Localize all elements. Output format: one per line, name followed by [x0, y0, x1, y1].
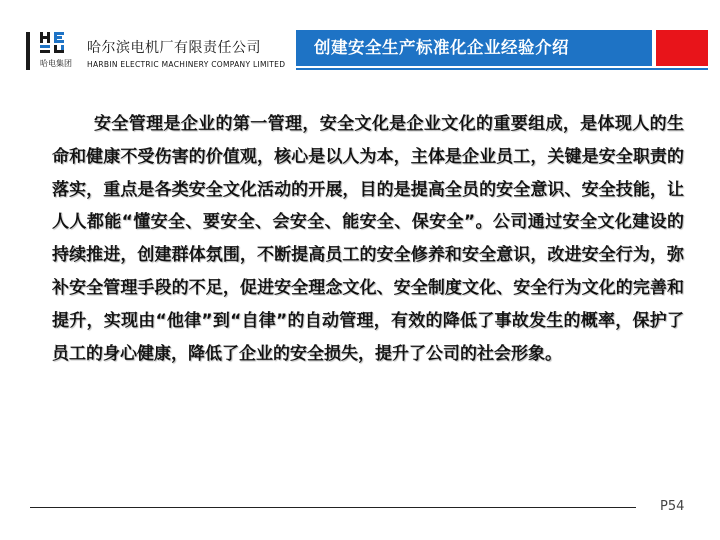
slide-header [0, 0, 720, 80]
company-name-chinese: 哈尔滨电机厂有限责任公司 [87, 40, 261, 56]
body-paragraph: 安全管理是企业的第一管理，安全文化是企业文化的重要组成，是体现人的生命和健康不受伤害的价值观，核心是以人为本，主体是企业员工，关键是安全职责的落实，重点是各类安全文化活动的开展，目的是提高全员的安全意识、安全技能，让人人都能“懂安全、要安全、会安全、能安全、保安全”。公司通过安全文化建设的持续推进，创建群体氛围，不断提高员工的安全修养和安全意识，改进安全行为，弥补安全管理手段的不足，促进安全理念文化、安全制度文化、安全行为文化的完善和提升，实现由“他律”到“自律”的自动管理，有效的降低了事故发生的概率，保护了员工的身心健康，降低了企业的安全损失，提升了公司的社会形象。 [52, 114, 684, 364]
title-accent-block [656, 30, 708, 66]
logo-subtitle: 哈电集团 [40, 59, 72, 68]
harbin-electric-logo-icon [40, 32, 66, 56]
footer-divider [30, 507, 636, 508]
slide-title: 创建安全生产标准化企业经验介绍 [296, 30, 652, 66]
company-name-english: HARBIN ELECTRIC MACHINERY COMPANY LIMITED [87, 60, 286, 69]
logo-divider-bar [26, 32, 30, 70]
page-number: P54 [660, 499, 685, 514]
header-underline [296, 68, 708, 70]
